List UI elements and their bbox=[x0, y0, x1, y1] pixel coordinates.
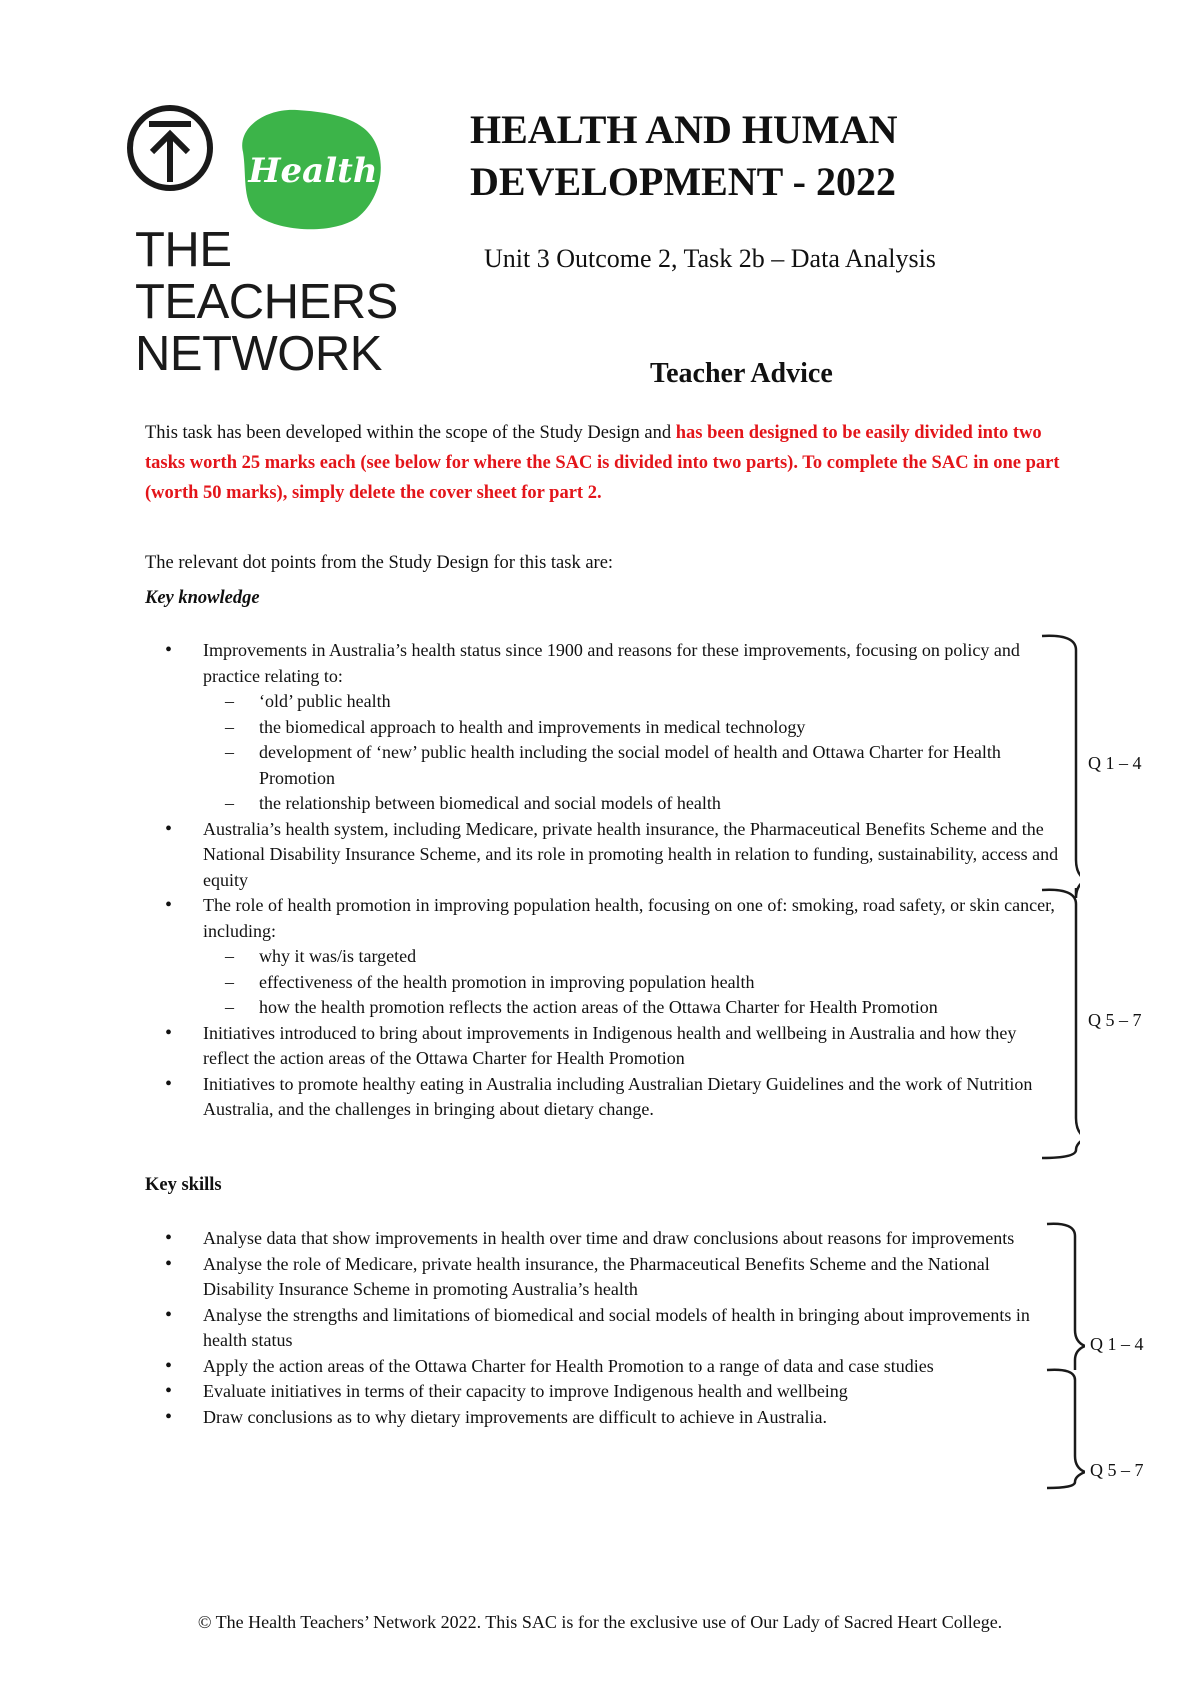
sub-list bbox=[203, 689, 1065, 817]
list-item: • Draw conclusions as to why dietary improvements are difficult to achieve in Australia. bbox=[145, 1405, 1065, 1431]
sub-list-item: – why it was/is targeted bbox=[203, 944, 1065, 970]
document-title bbox=[470, 104, 1030, 208]
sub-list-item: – how the health promotion reflects the action areas of the Ottawa Charter for Health Promotion bbox=[203, 995, 1065, 1021]
key-knowledge-heading: Key knowledge bbox=[145, 588, 260, 608]
section-title: Teacher Advice bbox=[650, 358, 833, 389]
dot-points-intro: The relevant dot points from the Study Design for this task are: bbox=[145, 553, 614, 573]
brace-lower bbox=[1047, 1370, 1085, 1488]
logo-line: TEACHERS bbox=[135, 275, 398, 329]
brace-lower bbox=[1042, 890, 1080, 1158]
list-item: • Analyse the strengths and limitations of biomedical and social models of health in bringing about improvements in health status bbox=[145, 1303, 1065, 1354]
logo-line: NETWORK bbox=[135, 327, 382, 381]
key-skills-heading: Key skills bbox=[145, 1175, 222, 1195]
logo-line: THE bbox=[135, 223, 232, 277]
list-item-text: Australia’s health system, including Medicare, private health insurance, the Pharmaceutical Benefits Scheme and the National Disability Insurance Scheme, and its role in promoting health in relation to funding, sustainability, access and equity bbox=[203, 818, 1059, 890]
knowledge-brace-graphic bbox=[1040, 630, 1080, 1160]
list-item: • Apply the action areas of the Ottawa Charter for Health Promotion to a range of data and case studies bbox=[145, 1354, 1065, 1380]
brace-upper bbox=[1047, 1224, 1085, 1370]
key-skills-list bbox=[145, 1226, 1065, 1430]
intro-highlight-text: has been designed to be easily divided into two tasks worth 25 marks each (see below for where the SAC is divided into two parts). To complete the SAC in one part (worth 50 marks), simply delete the cover sheet for part 2. bbox=[145, 423, 1060, 503]
key-knowledge-list bbox=[145, 638, 1065, 1123]
sub-list bbox=[203, 944, 1065, 1021]
list-item bbox=[145, 1072, 1065, 1123]
list-item bbox=[145, 817, 1065, 894]
logo-graphic bbox=[125, 100, 425, 230]
title-line-1: HEALTH AND HUMAN bbox=[470, 107, 898, 152]
brace-label-q5-7: Q 5 – 7 bbox=[1088, 1010, 1142, 1030]
list-item: • Analyse data that show improvements in health over time and draw conclusions about reasons for improvements bbox=[145, 1226, 1065, 1252]
list-item: • Evaluate initiatives in terms of their capacity to improve Indigenous health and wellbeing bbox=[145, 1379, 1065, 1405]
sub-list-item: – the relationship between biomedical and social models of health bbox=[203, 791, 1065, 817]
intro-plain-text: This task has been developed within the scope of the Study Design and bbox=[145, 423, 676, 443]
list-item bbox=[145, 893, 1065, 1021]
sub-list-item: – effectiveness of the health promotion in improving population health bbox=[203, 970, 1065, 996]
list-item: • Analyse the role of Medicare, private health insurance, the Pharmaceutical Benefits Scheme and the National Disability Insurance Scheme in promoting Australia’s health bbox=[145, 1252, 1065, 1303]
brace-label-q1-4: Q 1 – 4 bbox=[1088, 753, 1142, 773]
sub-list-item: – ‘old’ public health bbox=[203, 689, 1065, 715]
document-subtitle: Unit 3 Outcome 2, Task 2b – Data Analysis bbox=[484, 244, 936, 273]
brace-label-q5-7: Q 5 – 7 bbox=[1090, 1460, 1144, 1480]
list-item-text: Improvements in Australia’s health status since 1900 and reasons for these improvements, focusing on policy and practice relating to: bbox=[203, 640, 1020, 686]
sub-list-item: – the biomedical approach to health and improvements in medical technology bbox=[203, 715, 1065, 741]
title-line-2: DEVELOPMENT - 2022 bbox=[470, 159, 896, 204]
list-item bbox=[145, 638, 1065, 817]
list-item-text: Initiatives introduced to bring about improvements in Indigenous health and wellbeing in Australia and how they reflect the action areas of the Ottawa Charter for Health Promotion bbox=[203, 1022, 1017, 1068]
list-item bbox=[145, 1021, 1065, 1072]
copyright-footer: © The Health Teachers’ Network 2022. This SAC is for the exclusive use of Our Lady of Sacred Heart College. bbox=[197, 1612, 1003, 1632]
brace-upper bbox=[1042, 636, 1080, 898]
sub-list-item: – development of ‘new’ public health including the social model of health and Ottawa Charter for Health Promotion bbox=[203, 740, 1065, 791]
logo-health-badge: Health bbox=[248, 151, 378, 191]
list-item-text: Initiatives to promote healthy eating in Australia including Australian Dietary Guidelines and the work of Nutrition Australia, and the challenges in bringing about dietary change. bbox=[203, 1073, 1033, 1119]
logo-wordmark bbox=[135, 224, 398, 380]
intro-paragraph bbox=[145, 418, 1065, 508]
skills-brace-graphic bbox=[1045, 1220, 1085, 1490]
brace-label-q1-4: Q 1 – 4 bbox=[1090, 1334, 1144, 1354]
list-item-text: The role of health promotion in improving population health, focusing on one of: smoking, road safety, or skin cancer, including: bbox=[203, 895, 1055, 941]
